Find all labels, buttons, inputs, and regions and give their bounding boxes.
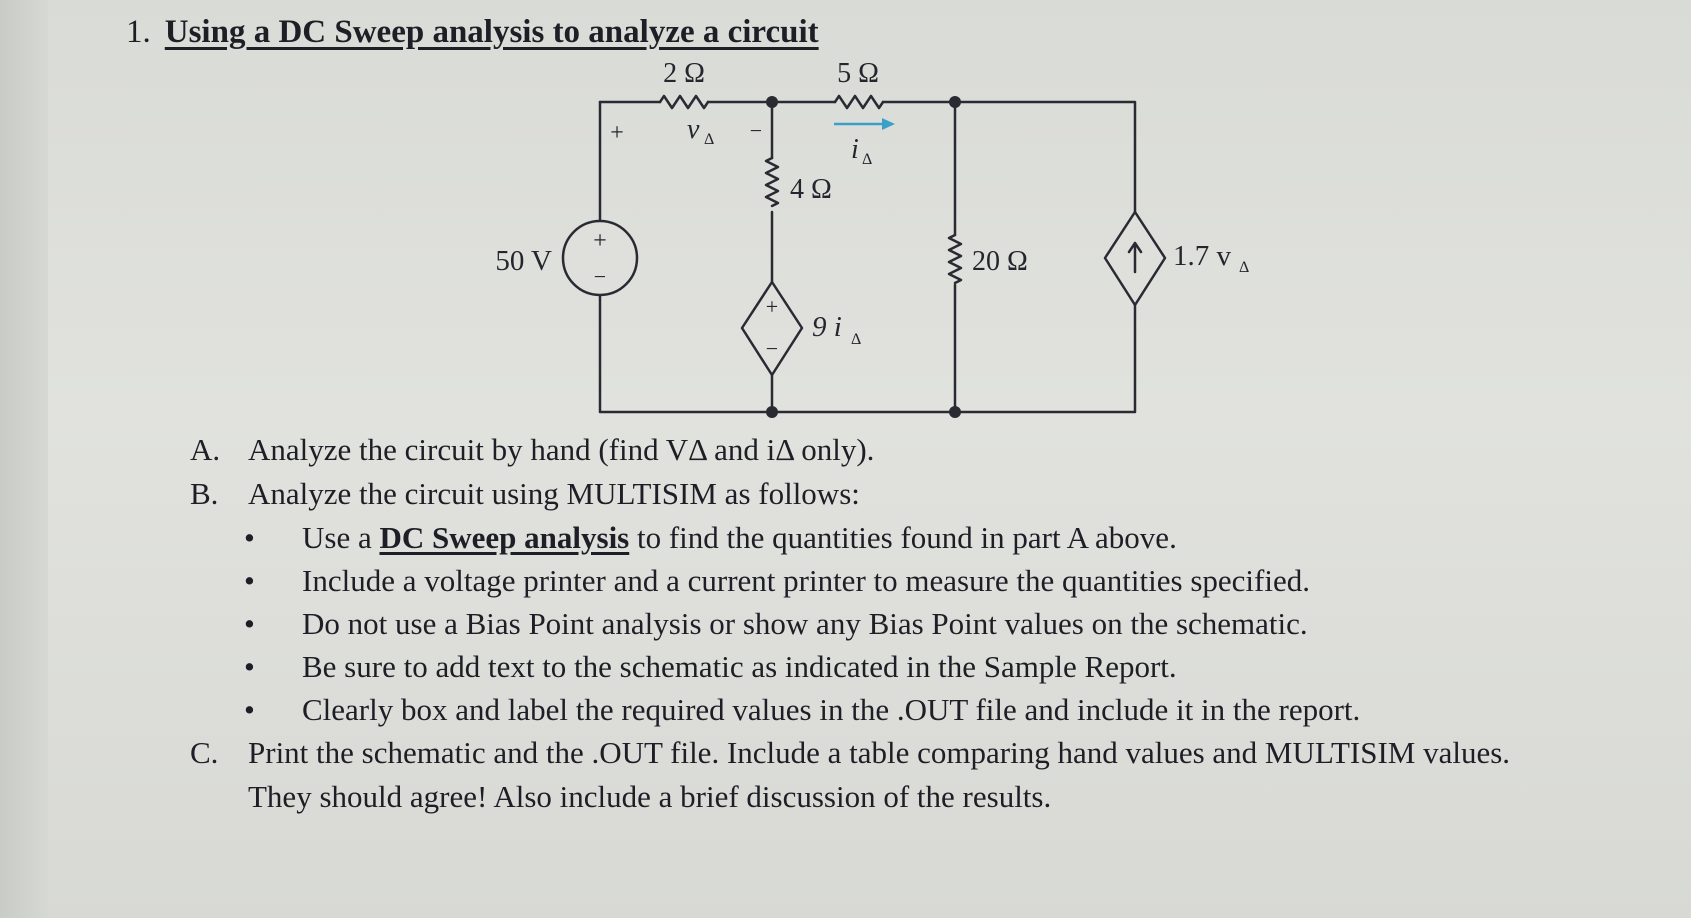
label-r2: 5 Ω — [837, 58, 879, 89]
node-top-right — [949, 96, 961, 108]
node-top-mid — [766, 96, 778, 108]
bullet-dot: • — [244, 606, 255, 641]
question-title: Using a DC Sweep analysis to analyze a circuit — [164, 14, 819, 50]
svg-text:Δ: Δ — [851, 331, 862, 348]
part-c-label: C. — [190, 735, 219, 770]
bullet-3-text: Do not use a Bias Point analysis or show any Bias Point values on the schematic. — [302, 606, 1308, 641]
bullet-2-text: Include a voltage printer and a current printer to measure the quantities specified. — [302, 563, 1310, 598]
part-c — [190, 731, 1670, 775]
question-parts — [190, 428, 1670, 819]
svg-text:v: v — [687, 114, 700, 145]
svg-text:Δ: Δ — [704, 131, 715, 148]
label-dep-voltage — [812, 311, 861, 348]
bullet-dot: • — [244, 520, 255, 555]
dc-sweep-emphasis: DC Sweep analysis — [379, 520, 630, 555]
part-b-text: Analyze the circuit using MULTISIM as follows: — [248, 476, 860, 511]
resistor-4ohm — [766, 158, 778, 206]
svg-text:Δ: Δ — [862, 151, 873, 168]
part-b — [190, 472, 1670, 516]
part-b-label: B. — [190, 476, 219, 511]
bullet-1-post: to find the quantities found in part A above. — [637, 520, 1177, 555]
node-bottom-mid — [766, 406, 778, 418]
part-b-bullets — [190, 516, 1670, 731]
part-c-line-2: They should agree! Also include a brief discussion of the results. — [248, 779, 1052, 814]
svg-text:i: i — [851, 134, 859, 165]
part-a — [190, 428, 1670, 472]
bullet-4-text: Be sure to add text to the schematic as indicated in the Sample Report. — [302, 649, 1177, 684]
label-i-delta — [851, 134, 872, 168]
label-v-delta — [687, 114, 714, 148]
svg-text:1.7 v: 1.7 v — [1173, 240, 1231, 272]
question-number: 1. — [126, 14, 151, 50]
bullet-dot: • — [244, 692, 255, 727]
node-bottom-right — [949, 406, 961, 418]
label-dep-current — [1173, 240, 1249, 276]
bullet-5-text: Clearly box and label the required values in the .OUT file and include it in the report. — [302, 692, 1361, 727]
label-src-minus: − — [593, 264, 607, 289]
resistor-5ohm — [835, 96, 883, 108]
bullet-dot: • — [244, 649, 255, 684]
bullet-dot: • — [244, 563, 255, 598]
part-a-text: Analyze the circuit by hand (find VΔ and iΔ only). — [248, 432, 875, 467]
resistor-20ohm — [949, 235, 961, 283]
bullet-1-pre: Use a — [302, 520, 372, 555]
label-v-minus: − — [749, 118, 763, 143]
resistor-2ohm — [660, 96, 708, 108]
part-a-label: A. — [190, 432, 221, 467]
part-c-line-1: Print the schematic and the .OUT file. Include a table comparing hand values and MULTISIM values. — [248, 735, 1511, 770]
list-item — [190, 559, 1670, 602]
list-item — [190, 602, 1670, 645]
label-src-plus: + — [593, 228, 607, 254]
label-source: 50 V — [495, 245, 552, 277]
label-r1: 2 Ω — [663, 58, 705, 89]
svg-text:Δ: Δ — [1239, 259, 1250, 276]
list-item — [190, 516, 1670, 559]
label-dep-minus: − — [765, 336, 779, 361]
label-r3: 4 Ω — [790, 174, 832, 205]
list-item — [190, 645, 1670, 688]
label-v-plus: + — [610, 120, 624, 146]
label-r4: 20 Ω — [972, 246, 1028, 277]
list-item — [190, 688, 1670, 731]
svg-text:9 i: 9 i — [812, 311, 842, 343]
label-dep-plus: + — [765, 294, 779, 319]
